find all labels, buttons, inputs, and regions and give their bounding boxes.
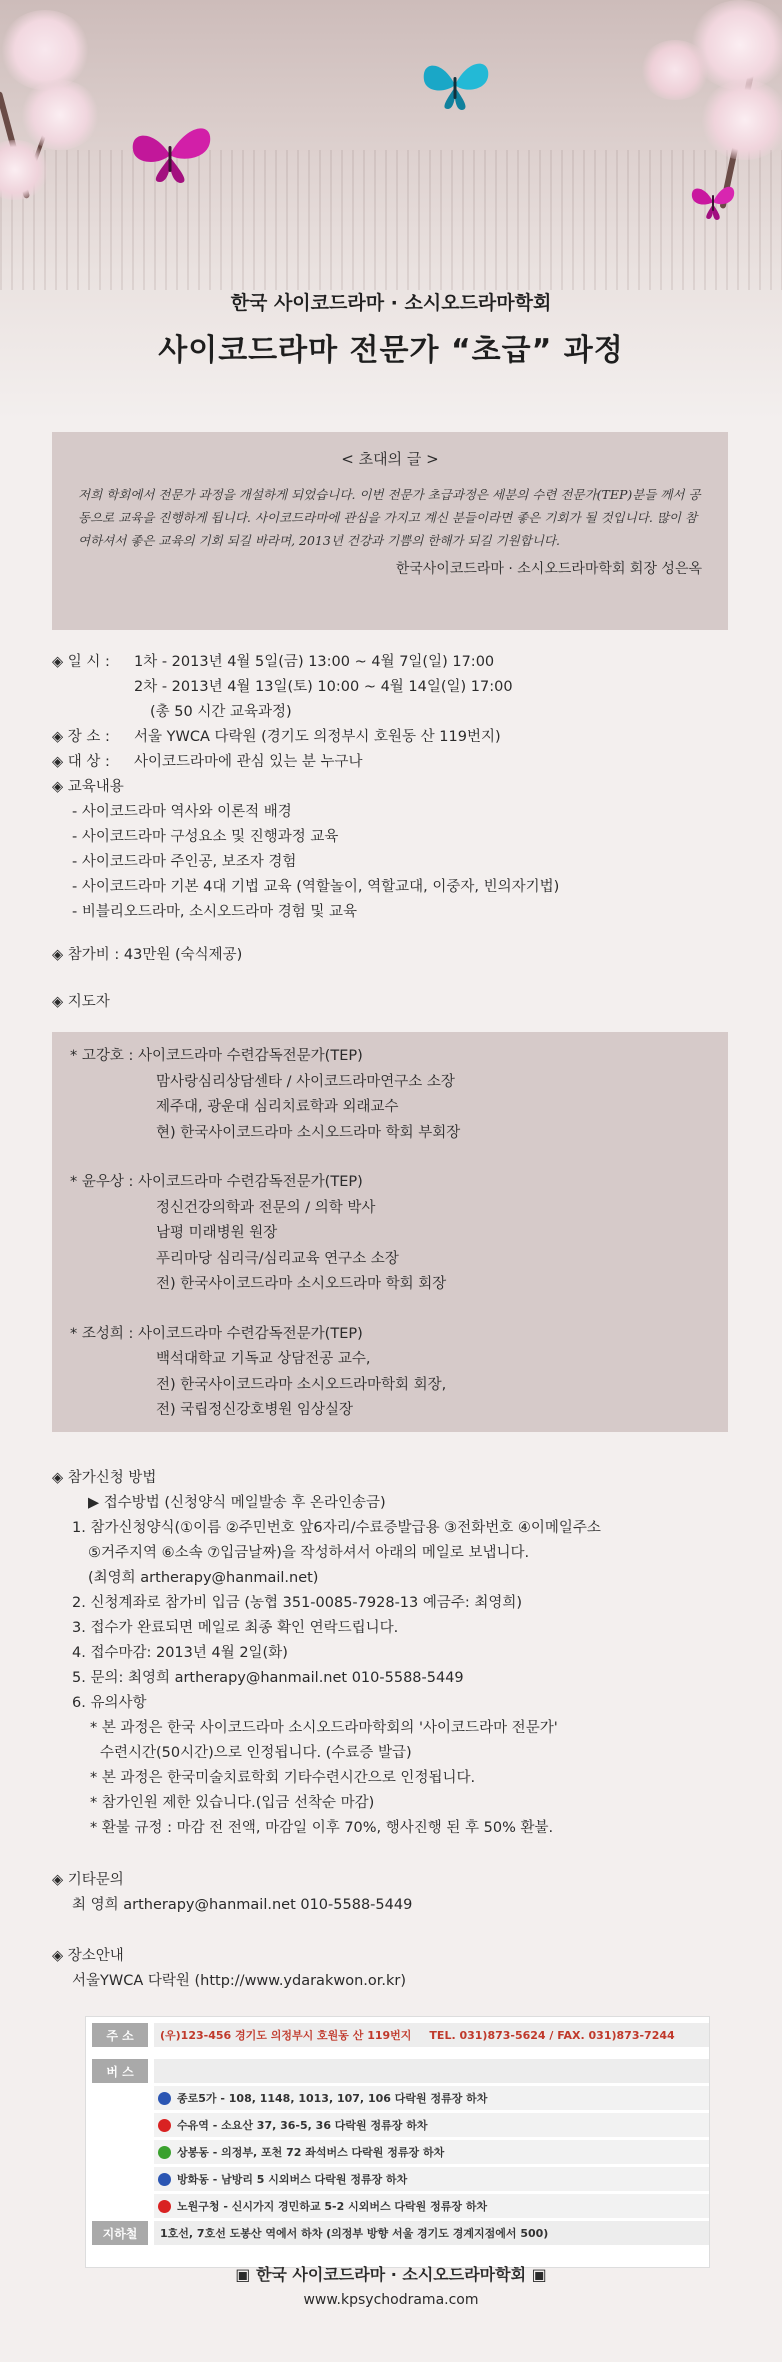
phone-fax-value: TEL. 031)873-5624 / FAX. 031)873-7244: [429, 2028, 675, 2042]
target-value: 사이코드라마에 관심 있는 분 누구나: [134, 754, 363, 770]
target-label: ◈ 대 상 :: [52, 754, 110, 770]
curriculum-label: ◈ 교육내용: [52, 779, 124, 795]
schedule-second-session: 2차 - 2013년 4월 13일(토) 10:00 ~ 4월 14일(일) 17:00: [134, 679, 513, 695]
bus-route-text: 방화동 - 남방리 5 시외버스 다락원 정류장 하차: [177, 2173, 408, 2186]
invitation-title: < 초대의 글 >: [341, 450, 439, 468]
curriculum-item: - 비블리오드라마, 소시오드라마 경험 및 교육: [72, 904, 358, 920]
target-row: [52, 750, 742, 775]
instructor-detail: 맘사랑심리상담센타 / 사이코드라마연구소 소장: [156, 1073, 455, 1090]
right-blossom: [640, 40, 710, 100]
blue-butterfly-icon: [418, 55, 493, 115]
application-label: ◈ 참가신청 방법: [52, 1470, 157, 1486]
invitation-signature: 한국사이코드라마 · 소시오드라마학회 회장 성은옥: [395, 561, 702, 577]
instructors-label: ◈ 지도자: [52, 994, 110, 1010]
curriculum-item: - 사이코드라마 구성요소 및 진행과정 교육: [72, 829, 339, 845]
fee-row: ◈ 참가비 : 43만원 (숙식제공): [52, 947, 243, 963]
schedule-total-hours: (총 50 시간 교육과정): [150, 704, 292, 720]
application-step: 3. 접수가 완료되면 메일로 최종 확인 연락드립니다.: [72, 1620, 399, 1636]
inquiry-label: ◈ 기타문의: [52, 1872, 124, 1888]
schedule-row: [52, 650, 742, 675]
instructor-name: * 고강호 : 사이코드라마 수련감독전문가(TEP): [70, 1048, 363, 1064]
instructor-detail: 푸리마당 심리극/심리교육 연구소 소장: [156, 1250, 399, 1267]
address-strip: [154, 2023, 709, 2047]
location-section: [52, 1944, 742, 1994]
inquiry-contact: 최 영희 artherapy@hanmail.net 010-5588-5449: [72, 1897, 413, 1913]
application-note: * 환불 규정 : 마감 전 전액, 마감일 이후 70%, 행사진행 된 후 50% 환불.: [90, 1820, 554, 1836]
subway-strip: [154, 2221, 709, 2245]
instructor-detail: 남평 미래병원 원장: [156, 1225, 278, 1241]
forest-background: [0, 150, 782, 290]
left-blossom: [0, 10, 90, 90]
curriculum-item: - 사이코드라마 역사와 이론적 배경: [72, 804, 292, 820]
small-pink-butterfly-icon: [688, 180, 738, 225]
instructor-entry: [70, 1170, 710, 1298]
bus-route-list: [154, 2086, 709, 2218]
application-step: 6. 유의사항: [72, 1695, 147, 1711]
bus-route-text: 상봉동 - 의정부, 포천 72 좌석버스 다락원 정류장 하차: [177, 2146, 445, 2159]
event-details: [52, 650, 742, 1015]
instructor-detail: 제주대, 광운대 심리치료학과 외래교수: [156, 1099, 399, 1115]
bus-header-strip: [154, 2059, 709, 2083]
application-method: ▶ 접수방법 (신청양식 메일발송 후 온라인송금): [88, 1495, 386, 1511]
route-color-dot: [158, 2119, 171, 2132]
subway-label: 지하철: [92, 2221, 148, 2245]
application-note: * 본 과정은 한국 사이코드라마 소시오드라마학회의 '사이코드라마 전문가': [90, 1720, 558, 1736]
address-label: 주 소: [92, 2023, 148, 2047]
instructor-name: * 조성희 : 사이코드라마 수련감독전문가(TEP): [70, 1325, 363, 1342]
schedule-row: [52, 675, 742, 700]
invitation-body: 저희 학회에서 전문가 과정을 개설하게 되었습니다. 이번 전문가 초급과정은 세분의 수련 전문가(TEP)분들 께서 공동으로 교육을 진행하게 됩니다. 사이코드라마에 관심을 가지고 계신 분들이라면 좋은 기회가 될 것입니다. 많이 참여하셔서 좋은 교육의 기회 되길 바라며, 2013년 건강과 기쁨의 한해가 되길 기원합니다.: [78, 487, 701, 548]
venue-label: ◈ 장 소 :: [52, 729, 110, 745]
bus-route: [154, 2086, 709, 2110]
application-step: 5. 문의: 최영희 artherapy@hanmail.net 010-5588-5449: [72, 1670, 464, 1686]
instructor-entry: [70, 1322, 710, 1424]
footer-organization: ▣ 한국 사이코드라마 · 소시오드라마학회 ▣: [235, 2265, 547, 2284]
location-place: 서울YWCA 다락원 (http://www.ydarakwon.or.kr): [72, 1973, 406, 1989]
instructor-name: * 윤우상 : 사이코드라마 수련감독전문가(TEP): [70, 1174, 363, 1190]
left-blossom: [20, 80, 100, 150]
bus-route: [154, 2140, 709, 2164]
curriculum-item: - 사이코드라마 주인공, 보조자 경험: [72, 854, 297, 870]
location-info-table: [85, 2016, 710, 2268]
application-step: 1. 참가신청양식(①이름 ②주민번호 앞6자리/수료증발급용 ③전화번호 ④이메일주소: [72, 1520, 601, 1536]
instructor-detail: 전) 한국사이코드라마 소시오드라마학회 회장,: [156, 1376, 447, 1393]
location-label: ◈ 장소안내: [52, 1948, 124, 1964]
instructor-entry: [70, 1044, 710, 1146]
route-color-dot: [158, 2173, 171, 2186]
instructor-detail: 현) 한국사이코드라마 소시오드라마 학회 부회장: [156, 1124, 461, 1141]
curriculum-item: - 사이코드라마 기본 4대 기법 교육 (역할놀이, 역할교대, 이중자, 빈의자기법): [72, 879, 560, 895]
invitation-box: [52, 432, 728, 630]
pink-butterfly-icon: [125, 120, 215, 190]
venue-value: 서울 YWCA 다락원 (경기도 의정부시 호원동 산 119번지): [134, 729, 501, 745]
organization-heading: 한국 사이코드라마 · 소시오드라마학회: [230, 292, 552, 314]
inquiry-section: [52, 1868, 742, 1918]
address-row: [86, 2023, 709, 2047]
application-step: 4. 접수마감: 2013년 4월 2일(화): [72, 1645, 288, 1661]
schedule-first-session: 1차 - 2013년 4월 5일(금) 13:00 ~ 4월 7일(일) 17:00: [134, 654, 495, 670]
bus-route: [154, 2167, 709, 2191]
application-note: * 참가인원 제한 있습니다.(입금 선착순 마감): [90, 1795, 375, 1811]
address-value: (우)123-456 경기도 의정부시 호원동 산 119번지: [160, 2029, 412, 2042]
subway-value: 1호선, 7호선 도봉산 역에서 하차 (의정부 방향 서울 경기도 경계지점에서 500): [160, 2227, 549, 2240]
instructor-detail: 전) 국립정신강호병원 임상실장: [156, 1402, 353, 1418]
venue-row: [52, 725, 742, 750]
bus-route-text: 노원구청 - 신시가지 경민하교 5-2 시외버스 다락원 정류장 하차: [177, 2200, 488, 2213]
route-color-dot: [158, 2092, 171, 2105]
route-color-dot: [158, 2146, 171, 2159]
bus-route: [154, 2113, 709, 2137]
instructors-box: [52, 1032, 728, 1432]
application-note: * 본 과정은 한국미술치료학회 기타수련시간으로 인정됩니다.: [90, 1770, 476, 1786]
subway-row: [86, 2221, 709, 2245]
schedule-row: [52, 700, 742, 725]
page-title: 사이코드라마 전문가 “초급” 과정: [158, 333, 624, 368]
application-step: 2. 신청계좌로 참가비 입금 (농협 351-0085-7928-13 예금주: 최영희): [72, 1595, 523, 1611]
bus-label: 버 스: [92, 2059, 148, 2083]
instructor-detail: 전) 한국사이코드라마 소시오드라마 학회 회장: [156, 1276, 447, 1292]
bus-route: [154, 2194, 709, 2218]
application-note: 수련시간(50시간)으로 인정됩니다. (수료증 발급): [100, 1745, 412, 1761]
bus-route-text: 종로5가 - 108, 1148, 1013, 107, 106 다락원 정류장 하차: [177, 2092, 488, 2105]
right-blossom: [700, 80, 782, 160]
schedule-label: ◈ 일 시 :: [52, 654, 110, 670]
application-section: [52, 1466, 742, 1841]
footer-website-link[interactable]: www.kpsychodrama.com: [303, 2292, 479, 2308]
application-step: (최영희 artherapy@hanmail.net): [88, 1570, 319, 1586]
instructor-detail: 백석대학교 기독교 상담전공 교수,: [156, 1351, 371, 1367]
bus-route-text: 수유역 - 소요산 37, 36-5, 36 다락원 정류장 하차: [177, 2119, 428, 2132]
bus-row: [86, 2059, 709, 2083]
route-color-dot: [158, 2200, 171, 2213]
instructor-detail: 정신건강의학과 전문의 / 의학 박사: [156, 1199, 376, 1216]
application-step: ⑤거주지역 ⑥소속 ⑦입금날짜)을 작성하셔서 아래의 메일로 보냅니다.: [88, 1545, 530, 1561]
